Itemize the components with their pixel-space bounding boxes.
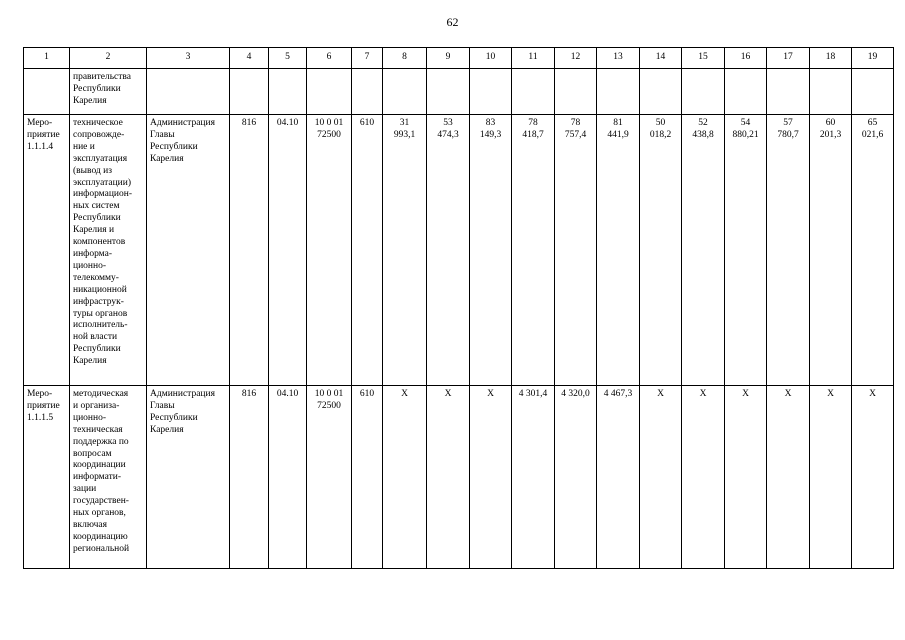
table-row [24, 69, 894, 115]
budget-table [23, 47, 894, 569]
header-row [24, 48, 894, 69]
column-number-2: 2 [70, 48, 147, 69]
year-amount-cell: X [852, 386, 894, 569]
column-number-7: 7 [352, 48, 383, 69]
column-number-11: 11 [512, 48, 555, 69]
year-amount-cell: 4 301,4 [512, 386, 555, 569]
year-amount-cell: 31 993,1 [383, 115, 427, 386]
activity-name-cell: правительства Республики Карелия [70, 69, 147, 115]
target-article-cell: 10 0 01 72500 [307, 386, 352, 569]
table-row [24, 386, 894, 569]
activity-code-cell [24, 69, 70, 115]
year-amount-cell: 54 880,21 [725, 115, 767, 386]
grbs-code-cell: 816 [230, 115, 269, 386]
column-number-4: 4 [230, 48, 269, 69]
year-amount-cell [383, 69, 427, 115]
year-amount-cell [555, 69, 597, 115]
year-amount-cell: X [640, 386, 682, 569]
executor-cell: Администрация Главы Республики Карелия [147, 115, 230, 386]
grbs-code-cell [230, 69, 269, 115]
activity-code-cell: Меро- приятие 1.1.1.5 [24, 386, 70, 569]
year-amount-cell: 60 201,3 [810, 115, 852, 386]
column-number-9: 9 [427, 48, 470, 69]
year-amount-cell: X [810, 386, 852, 569]
year-amount-cell [640, 69, 682, 115]
column-number-12: 12 [555, 48, 597, 69]
column-number-13: 13 [597, 48, 640, 69]
column-number-15: 15 [682, 48, 725, 69]
expense-type-cell: 610 [352, 115, 383, 386]
column-number-19: 19 [852, 48, 894, 69]
year-amount-cell: X [383, 386, 427, 569]
year-amount-cell [767, 69, 810, 115]
activity-name-cell: техническое сопровожде- ние и эксплуатация (вывод из эксплуатации) информацион- ных систем Республики Карелия и компонентов информа- ционно- телекомму- никационной инфраструк- туры органов исполнитель- ной власти Республики Карелия [70, 115, 147, 386]
executor-cell [147, 69, 230, 115]
year-amount-cell [512, 69, 555, 115]
executor-cell: Администрация Главы Республики Карелия [147, 386, 230, 569]
year-amount-cell: 4 467,3 [597, 386, 640, 569]
year-amount-cell: X [470, 386, 512, 569]
year-amount-cell [470, 69, 512, 115]
year-amount-cell: X [427, 386, 470, 569]
column-number-17: 17 [767, 48, 810, 69]
year-amount-cell: X [725, 386, 767, 569]
year-amount-cell: X [767, 386, 810, 569]
year-amount-cell: 53 474,3 [427, 115, 470, 386]
year-amount-cell: 81 441,9 [597, 115, 640, 386]
column-number-18: 18 [810, 48, 852, 69]
target-article-cell [307, 69, 352, 115]
year-amount-cell: X [682, 386, 725, 569]
year-amount-cell: 4 320,0 [555, 386, 597, 569]
year-amount-cell [725, 69, 767, 115]
column-number-1: 1 [24, 48, 70, 69]
column-number-3: 3 [147, 48, 230, 69]
year-amount-cell [852, 69, 894, 115]
year-amount-cell [810, 69, 852, 115]
column-number-10: 10 [470, 48, 512, 69]
expense-type-cell: 610 [352, 386, 383, 569]
year-amount-cell: 65 021,6 [852, 115, 894, 386]
activity-name-cell: методическая и организа- ционно- техническая поддержка по вопросам координации информати- зации государствен- ных органов, включая координацию региональной [70, 386, 147, 569]
expense-type-cell [352, 69, 383, 115]
column-number-5: 5 [269, 48, 307, 69]
year-amount-cell [427, 69, 470, 115]
grbs-code-cell: 816 [230, 386, 269, 569]
year-amount-cell [597, 69, 640, 115]
table-row [24, 115, 894, 386]
year-amount-cell: 50 018,2 [640, 115, 682, 386]
year-amount-cell: 78 418,7 [512, 115, 555, 386]
year-amount-cell: 78 757,4 [555, 115, 597, 386]
target-article-cell: 10 0 01 72500 [307, 115, 352, 386]
column-number-8: 8 [383, 48, 427, 69]
column-number-14: 14 [640, 48, 682, 69]
section-code-cell: 04.10 [269, 115, 307, 386]
section-code-cell: 04.10 [269, 386, 307, 569]
column-number-6: 6 [307, 48, 352, 69]
year-amount-cell: 52 438,8 [682, 115, 725, 386]
section-code-cell [269, 69, 307, 115]
column-number-16: 16 [725, 48, 767, 69]
year-amount-cell: 83 149,3 [470, 115, 512, 386]
activity-code-cell: Меро- приятие 1.1.1.4 [24, 115, 70, 386]
year-amount-cell [682, 69, 725, 115]
year-amount-cell: 57 780,7 [767, 115, 810, 386]
page-number: 62 [446, 15, 459, 29]
